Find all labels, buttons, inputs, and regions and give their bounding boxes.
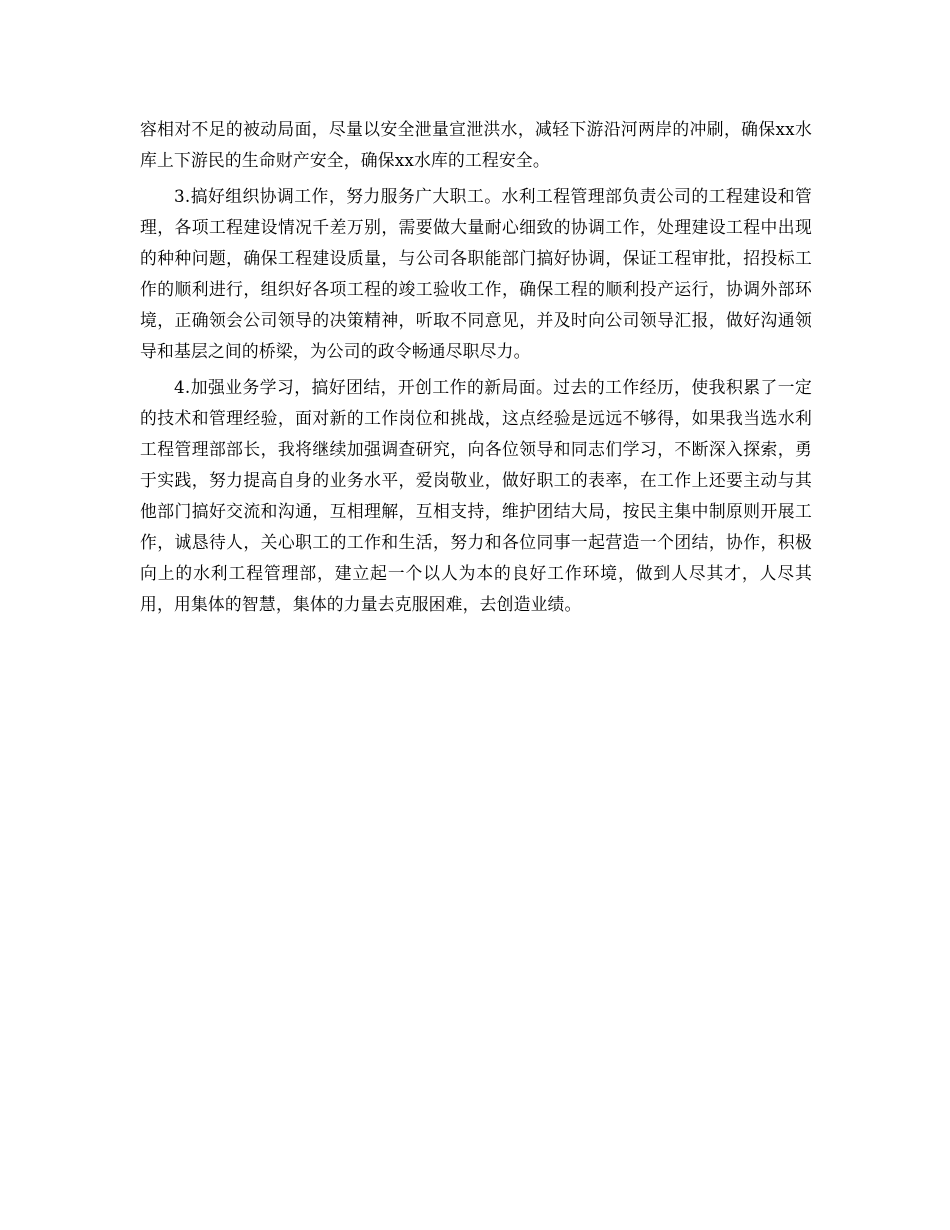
paragraph-item-4: 4.加强业务学习，搞好团结，开创工作的新局面。过去的工作经历，使我积累了一定的技术和管理经验，面对新的工作岗位和挑战，这点经验是远远不够得，如果我当选水利工程管理部部长，我将继续加强调查研究，向各位领导和同志们学习，不断深入探索，勇于实践，努力提高自身的业务水平，爱岗敬业，做好职工的表率，在工作上还要主动与其他部门搞好交流和沟通，互相理解，互相支持，维护团结大局，按民主集中制原则开展工作，诚恳待人，关心职工的工作和生活，努力和各位同事一起营造一个团结，协作，积极向上的水利工程管理部，建立起一个以人为本的良好工作环境，做到人尽其才，人尽其用，用集体的智慧，集体的力量去克服困难，去创造业绩。 [140,377,812,614]
paragraph-item-3: 3.搞好组织协调工作，努力服务广大职工。水利工程管理部负责公司的工程建设和管理，各项工程建设情况千差万别，需要做大量耐心细致的协调工作，处理建设工程中出现的种种问题，确保工程建设质量，与公司各职能部门搞好协调，保证工程审批，招投标工作的顺利进行，组织好各项工程的竣工验收工作，确保工程的顺利投产运行，协调外部环境，正确领会公司领导的决策精神，听取不同意见，并及时向公司领导汇报，做好沟通领导和基层之间的桥梁，为公司的政令畅通尽职尽力。 [140,186,812,361]
paragraph-continuation: 容相对不足的被动局面，尽量以安全泄量宣泄洪水，减轻下游沿河两岸的冲刷，确保xx水库上下游民的生命财产安全，确保xx水库的工程安全。 [140,119,812,170]
document-body [140,114,812,625]
